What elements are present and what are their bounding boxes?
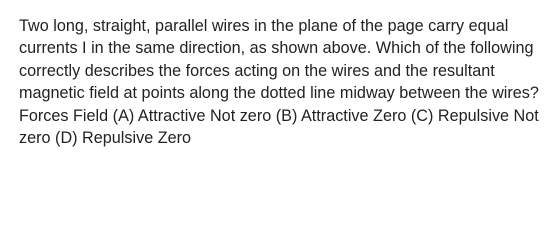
question-block xyxy=(19,15,549,149)
question-text: Two long, straight, parallel wires in the plane of the page carry equal currents I in the same direction, as shown above. Which of the following correctly describes the forces acting on the wires and the resultant magnetic field at points along the dotted line midway between the wires? Forces Field (A) Attractive Not zero (B) Attractive Zero (C) Repulsive Not zero (D) Repulsive Zero xyxy=(19,17,539,148)
